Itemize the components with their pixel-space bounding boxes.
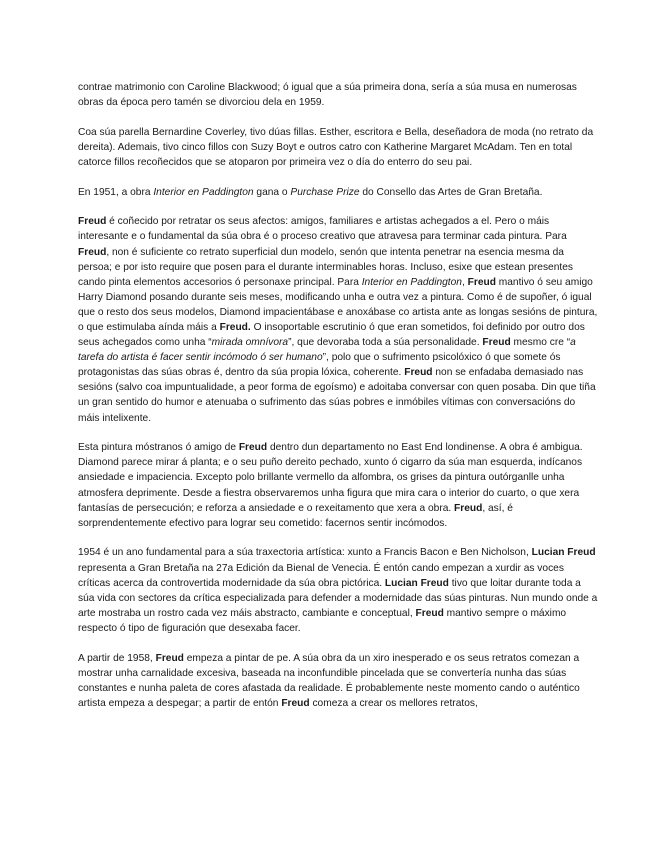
italic-text: a tarefa do artista é facer sentir incómodo ó ser humano xyxy=(78,337,576,364)
text-run: 1954 é un ano fundamental para a súa traxectoria artística: xunto a Francis Bacon e Ben Nicholson, xyxy=(78,547,532,559)
paragraph xyxy=(78,440,598,531)
italic-text: Interior en Paddington xyxy=(153,186,254,198)
text-run: non se enfadaba demasiado nas sesións (salvo coa impuntualidade, a peor forma de egoísmo) e adoitaba conversar con quen posaba. Din que tiña un gran sentido do humor e atenuaba o sufrimento das súas pobres e inmóbiles vítimas con conversacións do máis intelixente. xyxy=(78,367,596,424)
bold-text: Freud xyxy=(404,367,433,379)
text-run: ”, que devoraba toda a súa personalidade. xyxy=(288,337,483,349)
bold-text: Freud xyxy=(454,502,483,514)
text-run: mantivo sempre o máximo respecto ó tipo de figuración que desexaba facer. xyxy=(78,607,567,634)
text-run: ”, polo que o sufrimento psicolóxico ó que somete ós protagonistas das súas obras é, dentro da súa propia lóxica, coherente. xyxy=(78,352,561,379)
text-run: contrae matrimonio con Caroline Blackwood; ó igual que a súa primeira dona, sería a súa musa en numerosas obras da época pero tamén se divorciou dela en 1959. xyxy=(78,82,577,109)
text-run: dentro dun departamento no East End londinense. A obra é ambigua. Diamond parece mirar á planta; e o seu puño dereito pechado, xunto ó cigarro da súa man esquerda, indícanos ansiedade e impaciencia. Excepto polo brillante vermello da alfombra, os grises da pintura outórganlle unha atmosfera deprimente. Desde a fiestra observaremos unha figura que mira cara o interior do cuarto, o que xera fantasías de persecución; e reforza a ansiedade e o rexeitamento que xera a obra. xyxy=(78,442,583,514)
text-run: Esta pintura móstranos ó amigo de xyxy=(78,442,239,454)
document-body xyxy=(78,80,598,726)
text-run: comeza a crear os mellores retratos, xyxy=(309,697,478,709)
text-run: representa a Gran Bretaña na 27a Edición da Bienal de Venecia. É entón cando empezan a xurdir as voces críticas acerca da controvertida modernidade da súa obra pictórica. xyxy=(78,562,564,589)
italic-text: mirada omnívora xyxy=(211,337,289,349)
text-run: O insoportable escrutinio ó que eran sometidos, foi definido por outro dos seus achegados como unha “ xyxy=(78,322,585,349)
text-run: , non é suficiente co retrato superficial dun modelo, senón que intenta penetrar na esencia mesma da persoa; e por isto require que posen para el durante interminables horas. Incluso, esixe que estean presentes cando pinta elementos accesorios ó personaxe principal. Para xyxy=(78,246,573,288)
bold-text: Lucian Freud xyxy=(531,547,596,559)
paragraph xyxy=(78,651,598,711)
paragraph xyxy=(78,545,598,636)
text-run: tivo que loitar durante toda a súa vida con sectores da crítica especializada para defender a modernidade das súas pinturas. Nun mundo onde a arte mostraba un rostro cada vez máis abstracto, cambiante e conceptual, xyxy=(78,577,598,619)
italic-text: Interior en Paddington xyxy=(361,276,462,288)
text-run: do Consello das Artes de Gran Bretaña. xyxy=(359,186,543,198)
bold-text: Freud xyxy=(238,442,268,454)
text-run: mantivo ó seu amigo Harry Diamond posando durante seis meses, modificando unha e outra vez a pintura. Como é de supoñer, ó igual que o resto dos seus modelos, Diamond impacientábase e anoxábase co artista ante as longas sesións de pintura, o que estimulaba aínda máis a xyxy=(78,276,598,333)
bold-text: Freud xyxy=(155,652,184,664)
text-run: mesmo cre “ xyxy=(510,337,571,349)
bold-text: Freud xyxy=(467,276,496,288)
text-run: é coñecido por retratar os seus afectos: amigos, familiares e artistas achegados a el. Pero o máis interesante e o fundamental da súa obra é o proceso creativo que atravesa para terminar cada pintura. Para xyxy=(78,216,567,243)
text-run: gana o xyxy=(253,186,291,198)
text-run: A partir de 1958, xyxy=(78,652,156,664)
bold-text: Freud xyxy=(78,246,107,258)
text-run: empeza a pintar de pe. A súa obra da un xiro inesperado e os seus retratos comezan a mostrar unha carnalidade excesiva, baseada na inconfundible pincelada que se convertería nunha das súas constantes e nunha paleta de cores afastada da realidade. É probablemente neste momento cando o auténtico artista empeza a despegar; a partir de entón xyxy=(78,652,580,709)
paragraph xyxy=(78,214,598,425)
text-run: En 1951, a obra xyxy=(78,186,154,198)
italic-text: Purchase Prize xyxy=(290,186,360,198)
paragraph xyxy=(78,125,598,170)
text-run: Coa súa parella Bernardine Coverley, tivo dúas fillas. Esther, escritora e Bella, deseñadora de moda (no retrato da dereita). Ademais, tivo cinco fillos con Suzy Boyt e outros catro con Katherine Margaret McAdam. Ten en total catorce fillos recoñecidos que se atoparon por primeira vez o día do enterro do seu pai. xyxy=(78,126,594,168)
bold-text: Lucian Freud xyxy=(384,577,449,589)
paragraph xyxy=(78,80,598,110)
bold-text: Freud xyxy=(482,337,511,349)
bold-text: Freud xyxy=(415,607,444,619)
text-run: , así, é sorprendentemente efectivo para lograr seu cometido: facernos sentir incómodos. xyxy=(78,502,513,529)
bold-text: Freud xyxy=(281,697,310,709)
paragraph xyxy=(78,185,598,200)
text-run: , xyxy=(461,276,468,288)
bold-text: Freud. xyxy=(219,322,251,333)
bold-text: Freud xyxy=(78,216,107,228)
